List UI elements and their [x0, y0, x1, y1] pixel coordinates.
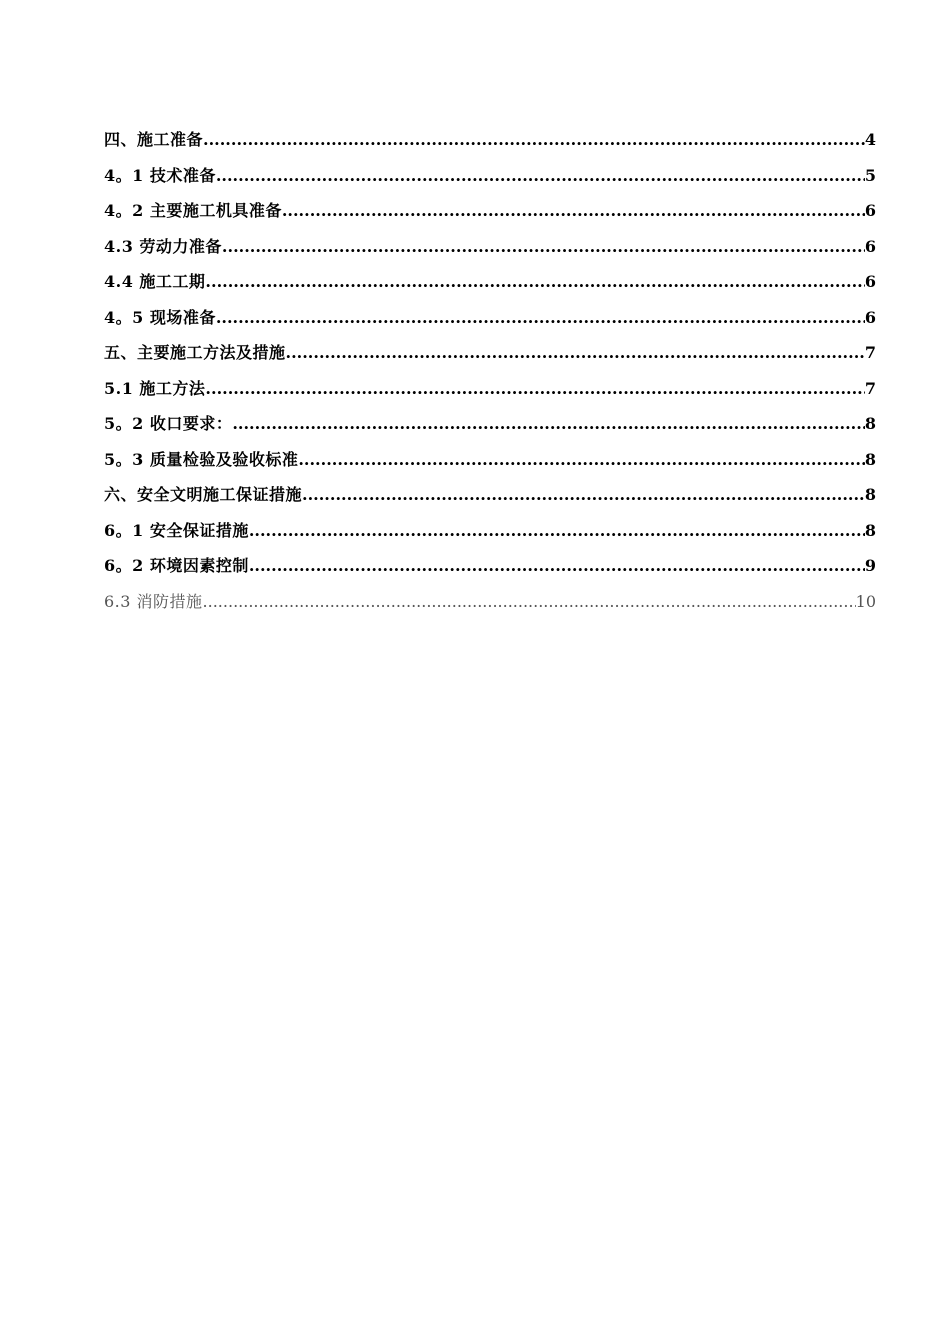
toc-dot-leader	[205, 379, 864, 398]
toc-entry-title: 六、安全文明施工保证措施	[104, 485, 303, 504]
toc-entry-title: 6.3 消防措施	[104, 591, 203, 611]
toc-entry-title: 4。2 主要施工机具准备	[104, 201, 282, 220]
toc-entry-page: 8	[864, 414, 876, 433]
toc-entry-page: 6	[864, 201, 876, 220]
toc-entry-page: 8	[864, 520, 876, 540]
toc-entry-title: 5。3 质量检验及验收标准	[104, 449, 299, 469]
toc-entry-page: 8	[864, 449, 876, 469]
toc-entry[interactable]	[104, 234, 876, 270]
toc-entry[interactable]	[104, 447, 876, 483]
toc-entry-page: 6	[864, 307, 876, 327]
toc-entry-title: 6。2 环境因素控制	[104, 556, 249, 575]
toc-entry-title: 四、施工准备	[104, 130, 204, 149]
toc-entry-page: 8	[864, 485, 876, 504]
toc-entry-title: 6。1 安全保证措施	[104, 520, 249, 540]
toc-entry-page: 6	[864, 272, 876, 291]
toc-entry[interactable]	[104, 127, 876, 163]
toc-dot-leader	[216, 166, 865, 185]
toc-dot-leader	[222, 237, 865, 256]
toc-entry[interactable]	[104, 340, 876, 376]
toc-dot-leader	[216, 308, 865, 327]
toc-dot-leader	[282, 201, 865, 220]
toc-dot-leader	[302, 485, 865, 504]
toc-entry[interactable]	[104, 163, 876, 199]
toc-entry-page: 9	[864, 556, 876, 575]
toc-entry[interactable]	[104, 376, 876, 412]
toc-entry-title: 5.1 施工方法	[104, 378, 206, 398]
toc-entry[interactable]	[104, 411, 876, 447]
toc-dot-leader	[298, 450, 865, 469]
toc-entry-page: 5	[864, 165, 876, 185]
toc-entry[interactable]	[104, 269, 876, 305]
toc-dot-leader	[232, 414, 865, 433]
toc-entry[interactable]	[104, 198, 876, 234]
toc-entry[interactable]	[104, 305, 876, 341]
toc-entry-title: 4.4 施工工期	[104, 272, 206, 291]
toc-dot-leader	[286, 343, 865, 362]
toc-entry-page: 7	[864, 378, 876, 398]
toc-entry-title: 4。1 技术准备	[104, 165, 216, 185]
toc-entry-title: 4.3 劳动力准备	[104, 236, 222, 256]
toc-entry-page: 6	[864, 236, 876, 256]
toc-entry[interactable]	[104, 482, 876, 518]
toc-entry-title: 五、主要施工方法及措施	[104, 343, 286, 362]
toc-entry-page: 7	[864, 343, 876, 362]
toc-dot-leader	[249, 521, 865, 540]
toc-entry-title: 4。5 现场准备	[104, 307, 216, 327]
toc-entry-title: 5。2 收口要求：	[104, 414, 233, 433]
toc-entry[interactable]	[104, 553, 876, 589]
toc-entry-page: 4	[864, 130, 876, 149]
toc-entry[interactable]	[104, 589, 876, 625]
toc-dot-leader	[203, 592, 856, 611]
toc-dot-leader	[203, 130, 865, 149]
table-of-contents	[104, 127, 876, 624]
toc-dot-leader	[249, 556, 865, 575]
toc-entry-page: 10	[855, 591, 876, 611]
toc-dot-leader	[205, 272, 864, 291]
toc-entry[interactable]	[104, 518, 876, 554]
